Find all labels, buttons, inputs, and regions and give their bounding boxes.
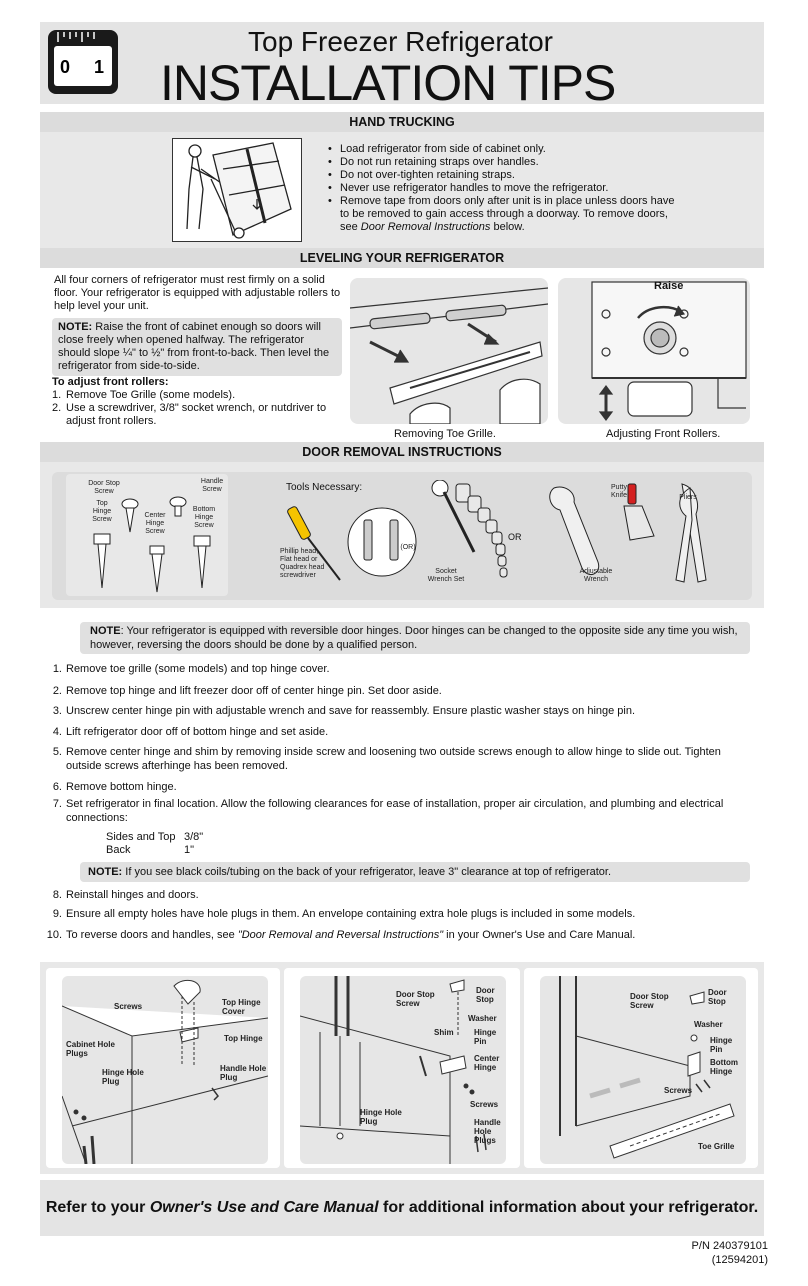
step-text: To reverse doors and handles, see (66, 929, 238, 941)
footer-text-pre: Refer to your (45, 1199, 150, 1216)
list-item (52, 402, 344, 428)
list-item: • Do not over-tighten retaining straps. (328, 169, 748, 182)
list-item (52, 907, 756, 921)
list-item-line: to be removed to gain access through a doorway. To remove doors, (340, 208, 668, 220)
label-center-hinge: Center Hinge (474, 1054, 500, 1072)
adjust-rollers-steps (52, 389, 344, 428)
note-label: NOTE: (58, 321, 93, 333)
list-item: • Never use refrigerator handles to move the refrigerator. (328, 182, 748, 195)
step-text: Remove Toe Grille (some models). (66, 389, 236, 401)
note-text: Raise the front of cabinet enough so doors will close freely when opened halfway. The refrigerator should slope ¼" to ½" from front-to-back. Then level the refrigerator from side-to-side. (58, 321, 330, 372)
label-top-hinge: Top Hinge (224, 1034, 263, 1043)
list-item (328, 195, 748, 234)
step-text: Lift refrigerator door off of bottom hinge and set aside. (66, 726, 329, 738)
door-stop-screw-label: Door Stop Screw (88, 480, 120, 495)
step-number: 5. (52, 746, 62, 758)
center-hinge-screw-label: Center Hinge Screw (144, 512, 166, 535)
tools-heading: Tools Necessary: (286, 482, 363, 493)
caption-toe-grille: Removing Toe Grille. (394, 428, 496, 440)
putty-knife-label: Putty Knife (611, 484, 627, 499)
parts-and-tools-panel (40, 462, 764, 608)
step-text: Remove top hinge and lift freezer door off of center hinge pin. Set door aside. (66, 685, 442, 697)
footer-manual-name: Owner's Use and Care Manual (149, 1199, 379, 1216)
clearance-label: Sides and Top (106, 831, 176, 843)
label-top-hinge-cover: Top Hinge Cover (222, 998, 261, 1016)
pliers-label: Pliers (679, 494, 697, 501)
document-code: (12594201) (711, 1254, 768, 1266)
step-text: Reinstall hinges and doors. (66, 889, 199, 901)
step-text: Remove bottom hinge. (66, 781, 177, 793)
note-text: : Your refrigerator is equipped with reversible door hinges. Door hinges can be changed to the opposite side any time you wish, however, reversing the doors should be done by a qualified person. (90, 625, 738, 651)
hand-trucking-heading: HAND TRUCKING (40, 112, 764, 132)
ruler-ticks-icon (54, 32, 100, 42)
label-screws: Screws (470, 1100, 499, 1109)
roller-adjust-icon (558, 278, 750, 424)
clearance-row (106, 844, 203, 857)
footer-reference (40, 1180, 764, 1236)
list-item: • Do not run retaining straps over handles. (328, 156, 748, 169)
label-door-stop: Door Stop (476, 986, 495, 1004)
front-rollers-illustration (558, 278, 750, 424)
wrench-label: Adjustable Wrench (579, 568, 613, 583)
label-cabinet-hole-plugs: Cabinet Hole Plugs (66, 1040, 115, 1058)
label-screws: Screws (114, 1002, 143, 1011)
caption-front-rollers: Adjusting Front Rollers. (606, 428, 721, 440)
clearance-note (80, 862, 750, 882)
label-washer: Washer (694, 1020, 723, 1029)
note-text: If you see black coils/tubing on the back of your refrigerator, leave 3" clearance at top of refrigerator. (122, 866, 612, 878)
leveling-intro: All four corners of refrigerator must rest firmly on a solid floor. Your refrigerator is equipped with adjustable rollers to help level your unit. (54, 274, 341, 312)
door-removal-note (80, 622, 750, 654)
label-hinge-pin: Hinge Pin (474, 1028, 497, 1046)
step-number: 1. (52, 663, 62, 675)
label-washer: Washer (468, 1014, 497, 1023)
step-number: 6. (52, 781, 62, 793)
step-number: 3. (52, 705, 62, 717)
step-number: 4. (52, 726, 62, 738)
list-item (52, 389, 344, 402)
top-hinge-screw-label: Top Hinge Screw (92, 500, 112, 523)
step-text: in your Owner's Use and Care Manual. (443, 929, 636, 941)
hand-truck-icon (173, 139, 301, 241)
socket-set-label: Socket Wrench Set (427, 568, 465, 583)
footer-text-post: for additional information about your refrigerator. (378, 1199, 759, 1216)
clearance-row (106, 831, 203, 844)
hand-truck-illustration (172, 138, 302, 242)
label-bottom-hinge: Bottom Hinge (710, 1058, 738, 1076)
leveling-note (52, 318, 342, 376)
list-item (52, 780, 756, 794)
label-handle-hole-plugs: Handle Hole Plugs (474, 1118, 501, 1145)
door-removal-heading: DOOR REMOVAL INSTRUCTIONS (40, 442, 764, 462)
leveling-heading: LEVELING YOUR REFRIGERATOR (40, 248, 764, 268)
step-text: Use a screwdriver, 3/8" socket wrench, or nutdriver to adjust front rollers. (66, 402, 327, 427)
top-hinge-diagram (46, 968, 280, 1168)
page-title: INSTALLATION TIPS (160, 55, 616, 111)
screwdriver-label: Phillip head, Flat head or Quadrex head screwdriver (280, 548, 325, 579)
list-item (52, 888, 756, 902)
list-item (52, 725, 756, 739)
clearance-value: 1" (184, 844, 195, 856)
list-item (52, 662, 756, 676)
step-text: Unscrew center hinge pin with adjustable wrench and save for reassembly. Ensure plastic washer stays on hinge pin. (66, 705, 636, 717)
or-label-1: (OR) (400, 544, 416, 551)
label-toe-grille: Toe Grille (698, 1142, 735, 1151)
hinge-diagrams-panel (40, 962, 764, 1174)
hand-trucking-list (328, 143, 748, 234)
list-item-line: see (340, 221, 361, 233)
ruler-left-number: 0 (60, 57, 71, 77)
door-removal-reference: Door Removal Instructions (360, 221, 491, 233)
clearance-label: Back (106, 844, 131, 856)
step-number: 2. (52, 685, 62, 697)
list-item-line: below. (490, 221, 525, 233)
toe-grille-illustration (350, 278, 548, 424)
label-hinge-pin: Hinge Pin (710, 1036, 733, 1054)
handle-screw-label: Handle Screw (200, 478, 224, 493)
raise-label: Raise (654, 280, 684, 292)
leveling-panel (40, 268, 764, 442)
list-item (52, 745, 756, 773)
note-label: NOTE: (88, 866, 123, 878)
hand-trucking-panel (40, 132, 764, 248)
list-item: • Load refrigerator from side of cabinet only. (328, 143, 748, 156)
list-item-line: Remove tape from doors only after unit is in place unless doors have (340, 195, 675, 207)
clearance-value: 3/8" (184, 831, 204, 843)
ruler-face (54, 46, 112, 86)
label-door-stop: Door Stop (708, 988, 727, 1006)
label-door-stop-screw: Door Stop Screw (630, 992, 669, 1010)
bottom-hinge-diagram (524, 968, 758, 1168)
label-hinge-hole-plug: Hinge Hole Plug (360, 1108, 402, 1126)
list-item (52, 797, 756, 825)
step-number: 7. (52, 798, 62, 810)
part-number: P/N 240379101 (691, 1240, 768, 1252)
header (40, 22, 764, 111)
step-number: 9. (52, 908, 62, 920)
step-number: 8. (52, 889, 62, 901)
step-text: Set refrigerator in final location. Allow the following clearances for ease of installation, proper air circulation, and plumbing and electrical connections: (66, 798, 724, 824)
label-door-stop-screw: Door Stop Screw (396, 990, 435, 1008)
clearances-table (106, 831, 203, 857)
ruler-right-number: 1 (94, 57, 105, 77)
manual-reference: "Door Removal and Reversal Instructions" (237, 929, 444, 941)
bottom-hinge-screw-label: Bottom Hinge Screw (192, 506, 216, 529)
center-hinge-diagram (284, 968, 520, 1168)
step-number: 10. (46, 929, 62, 941)
list-item (52, 684, 756, 698)
step-text: Ensure all empty holes have hole plugs in them. An envelope containing extra hole plugs is included in some models. (66, 908, 636, 920)
ruler-logo-icon (48, 30, 118, 94)
list-item (46, 928, 756, 942)
label-shim: Shim (434, 1028, 454, 1037)
step-text: Remove center hinge and shim by removing inside screw and loosening two outside screws enough to allow hinge to slide out. Tighten outside screws afterhinge has been removed. (66, 746, 721, 772)
toe-grille-removal-icon (350, 278, 548, 424)
list-item (52, 704, 756, 718)
label-screws: Screws (664, 1086, 693, 1095)
or-label-2: OR (508, 532, 522, 542)
label-handle-hole-plug: Handle Hole Plug (220, 1064, 267, 1082)
label-hinge-hole-plug: Hinge Hole Plug (102, 1068, 144, 1086)
note-label: NOTE (90, 625, 121, 637)
step-number: 2. (52, 402, 62, 414)
page-subtitle: Top Freezer Refrigerator (248, 26, 554, 57)
step-number: 1. (52, 389, 62, 401)
step-text: Remove toe grille (some models) and top hinge cover. (66, 663, 330, 675)
adjust-rollers-heading: To adjust front rollers: (52, 376, 169, 388)
